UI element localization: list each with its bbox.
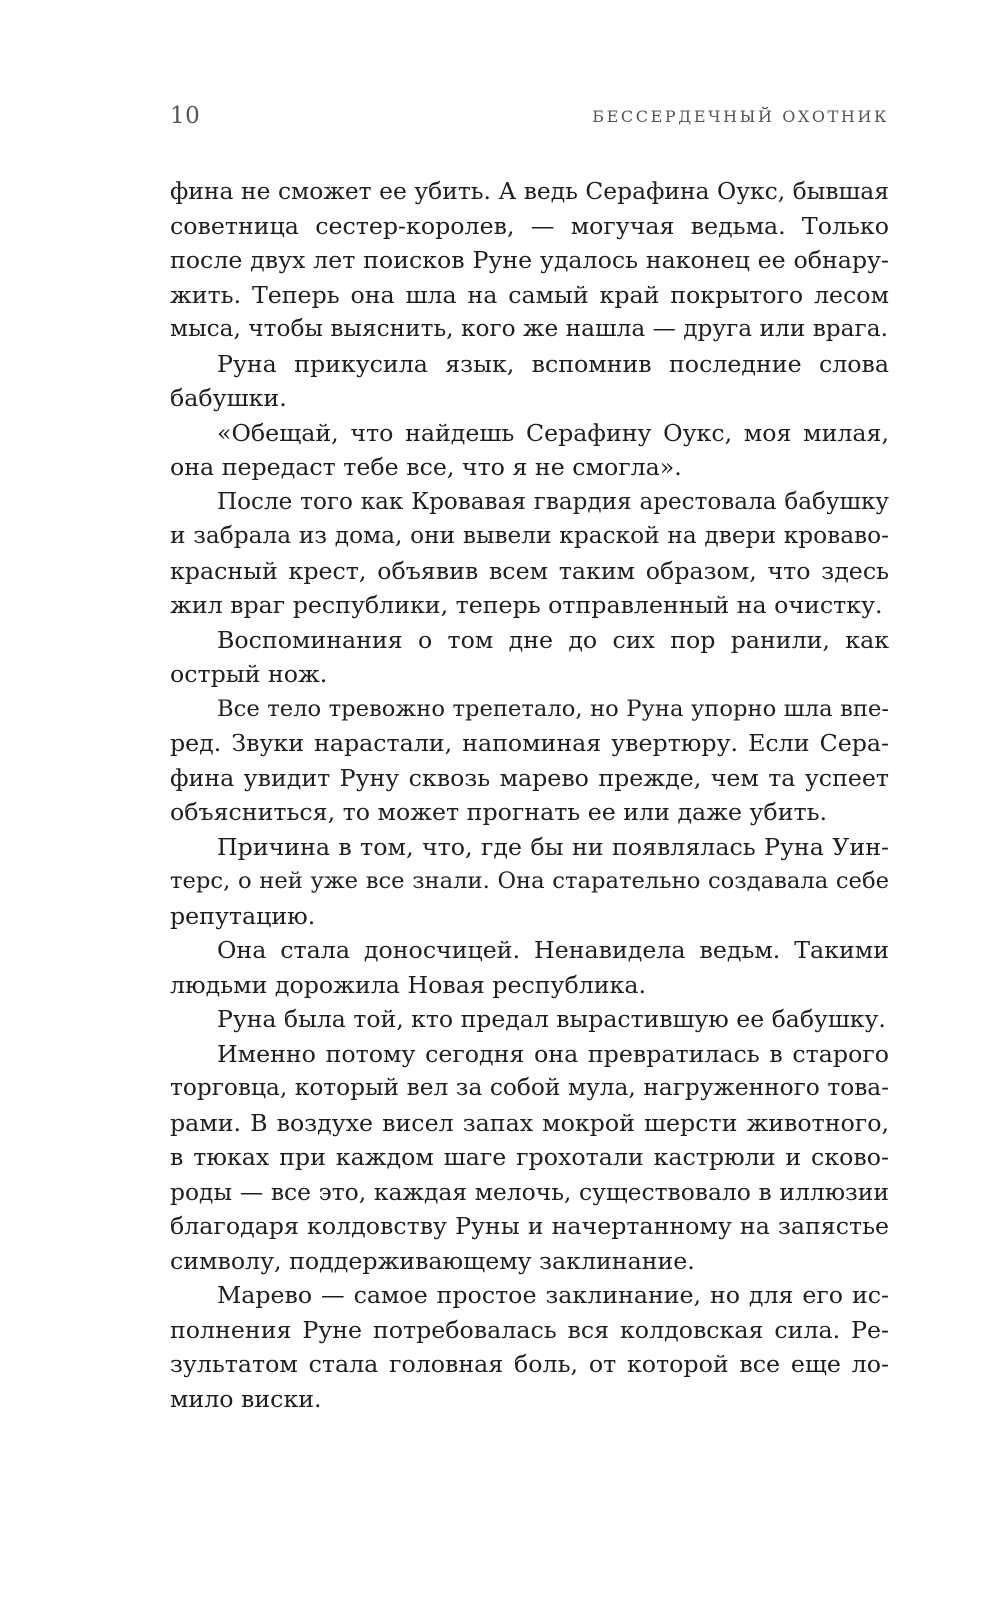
text-line: и забрала из дома, они вывели краской на двери кроваво- [170, 522, 889, 549]
text-line: людьми дорожила Новая республика. [170, 970, 647, 999]
paragraph [170, 1002, 889, 1037]
text-line: Она стала доносчицей. Ненавидела ведьм. Такими [217, 936, 889, 964]
paragraph [170, 623, 889, 692]
text-line: рами. В воздухе висел запах мокрой шерсти животного, [170, 1108, 889, 1137]
paragraph [170, 692, 889, 830]
text-line: репутацию. [170, 901, 316, 930]
text-line: Именно потому сегодня она превратилась в старого [217, 1039, 889, 1068]
text-line: Руна прикусила язык, вспомнив последние слова [217, 349, 889, 378]
text-line: Причина в том, что, где бы ни появлялась Руна Уин- [217, 832, 889, 861]
text-line: острый нож. [170, 660, 328, 688]
running-head [170, 103, 889, 135]
text-line: зультатом стала головная боль, от которой все еще ло- [170, 1350, 889, 1378]
text-line: мыса, чтобы выяснить, кого же нашла — друга или врага. [170, 315, 888, 342]
text-line: советница сестер-королев, — могучая ведьма. Только [170, 211, 889, 240]
text-line: Марево — самое простое заклинание, но для его ис- [217, 1281, 889, 1309]
text-line: объясниться, то может прогнать ее или даже убить. [170, 798, 828, 826]
paragraph [170, 830, 889, 934]
text-line: она передаст тебе все, что я не смогла». [170, 453, 682, 481]
text-line: благодаря колдовству Руны и начертанному на запястье [170, 1212, 889, 1240]
text-body [170, 174, 889, 1416]
text-line: Все тело тревожно трепетало, но Руна упорно шла впе- [217, 695, 889, 722]
text-line: мило виски. [170, 1384, 322, 1413]
book-title: БЕССЕРДЕЧНЫЙ ОХОТНИК [592, 107, 889, 126]
text-line: жил враг республики, теперь отправленный на очистку. [170, 591, 883, 619]
text-line: терс, о ней уже все знали. Она старательно создавала себе [170, 868, 889, 894]
text-line: ред. Звуки нарастали, напоминая увертюру. Если Сера- [170, 729, 889, 757]
paragraph [170, 933, 889, 1002]
text-line: фина не сможет ее убить. А ведь Серафина Оукс, бывшая [170, 177, 889, 205]
paragraph [170, 416, 889, 485]
text-line: Руна была той, кто предал вырастившую ее бабушку. [217, 1005, 886, 1033]
paragraph [170, 347, 889, 416]
page-number: 10 [170, 103, 201, 129]
paragraph [170, 485, 889, 623]
text-line: роды — все это, каждая мелочь, существовало в иллюзии [170, 1177, 889, 1206]
text-line: после двух лет поисков Руне удалось наконец ее обнару- [170, 246, 889, 274]
text-line: символу, поддерживающему заклинание. [170, 1246, 695, 1275]
text-line: красный крест, объявив всем таким образом, что здесь [170, 556, 889, 585]
text-line: Воспоминания о том дне до сих пор ранили, как [217, 625, 889, 654]
text-line: торговца, который вел за собой мула, нагруженного това- [170, 1074, 889, 1101]
text-line: жить. Теперь она шла на самый край покрытого лесом [170, 280, 889, 309]
text-line: в тюках при каждом шаге грохотали кастрюли и сково- [170, 1143, 889, 1171]
text-line: бабушки. [170, 384, 287, 412]
paragraph [170, 174, 889, 347]
paragraph [170, 1278, 889, 1416]
text-line: После того как Кровавая гвардия арестовала бабушку [217, 488, 889, 515]
paragraph [170, 1037, 889, 1279]
text-line: полнения Руне потребовалась вся колдовская сила. Ре- [170, 1315, 889, 1344]
text-line: «Обещай, что найдешь Серафину Оукс, моя милая, [217, 418, 889, 447]
text-line: фина увидит Руну сквозь марево прежде, чем та успеет [170, 763, 889, 792]
